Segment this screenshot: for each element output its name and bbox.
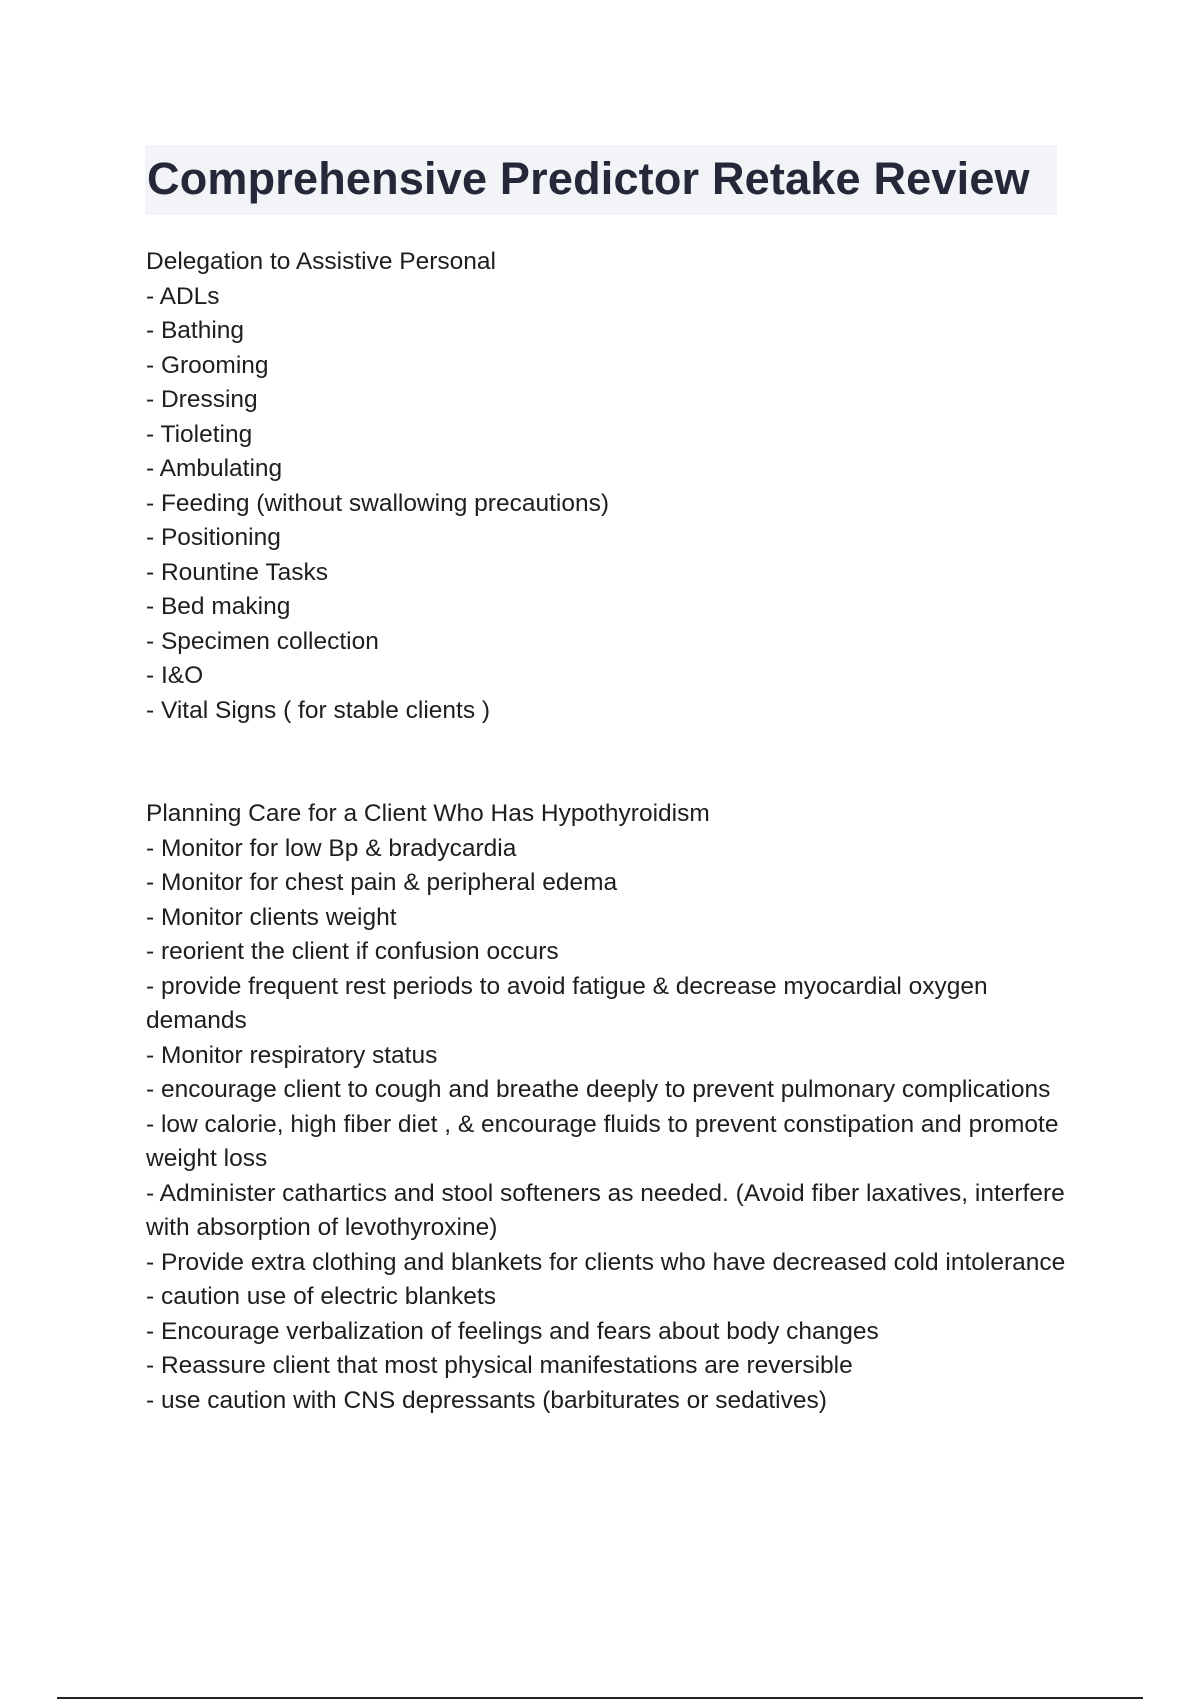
page-footer-rule — [57, 1697, 1143, 1699]
list-item: - low calorie, high fiber diet , & encourage fluids to prevent constipation and promote weight loss — [146, 1110, 1059, 1172]
list-item: - Positioning — [146, 524, 281, 551]
list-item: - Bed making — [146, 593, 291, 620]
list-item: - Bathing — [146, 317, 245, 344]
section-delegation — [146, 245, 1066, 728]
list-item: - ADLs — [146, 282, 220, 310]
list-item: - Dressing — [146, 386, 258, 413]
list-item: - Tioleting — [146, 420, 253, 448]
hypothyroidism-list — [146, 832, 1066, 1419]
list-item: - Monitor clients weight — [146, 903, 397, 931]
section-hypothyroidism — [146, 797, 1066, 1418]
document-body — [146, 245, 1066, 1418]
list-item: - Feeding (without swallowing precautions) — [146, 489, 609, 517]
list-item: - Reassure client that most physical manifestations are reversible — [146, 1352, 853, 1379]
delegation-list — [146, 280, 1066, 729]
list-item: - Encourage verbalization of feelings and fears about body changes — [146, 1317, 879, 1345]
document-title: Comprehensive Predictor Retake Review — [147, 153, 1030, 204]
section-heading: Planning Care for a Client Who Has Hypothyroidism — [146, 800, 710, 827]
list-item: - Grooming — [146, 351, 269, 379]
list-item: - provide frequent rest periods to avoid fatigue & decrease myocardial oxygen demands — [146, 972, 988, 1034]
list-item: - Monitor for chest pain & peripheral edema — [146, 869, 618, 896]
list-item: - encourage client to cough and breathe deeply to prevent pulmonary complications — [146, 1076, 1051, 1103]
list-item: - Provide extra clothing and blankets for clients who have decreased cold intolerance — [146, 1248, 1066, 1276]
list-item: - Ambulating — [146, 455, 283, 482]
list-item: - use caution with CNS depressants (barbiturates or sedatives) — [146, 1386, 827, 1414]
list-item: - caution use of electric blankets — [146, 1283, 496, 1310]
section-heading: Delegation to Assistive Personal — [146, 248, 496, 275]
list-item: - Monitor for low Bp & bradycardia — [146, 834, 517, 862]
list-item: - I&O — [146, 662, 204, 689]
list-item: - Monitor respiratory status — [146, 1041, 438, 1069]
list-item: - reorient the client if confusion occurs — [146, 938, 559, 965]
list-item: - Administer cathartics and stool softeners as needed. (Avoid fiber laxatives, interfere with absorption of levothyroxine) — [146, 1179, 1065, 1241]
list-item: - Rountine Tasks — [146, 558, 329, 586]
list-item: - Specimen collection — [146, 627, 379, 655]
list-item: - Vital Signs ( for stable clients ) — [146, 696, 491, 724]
